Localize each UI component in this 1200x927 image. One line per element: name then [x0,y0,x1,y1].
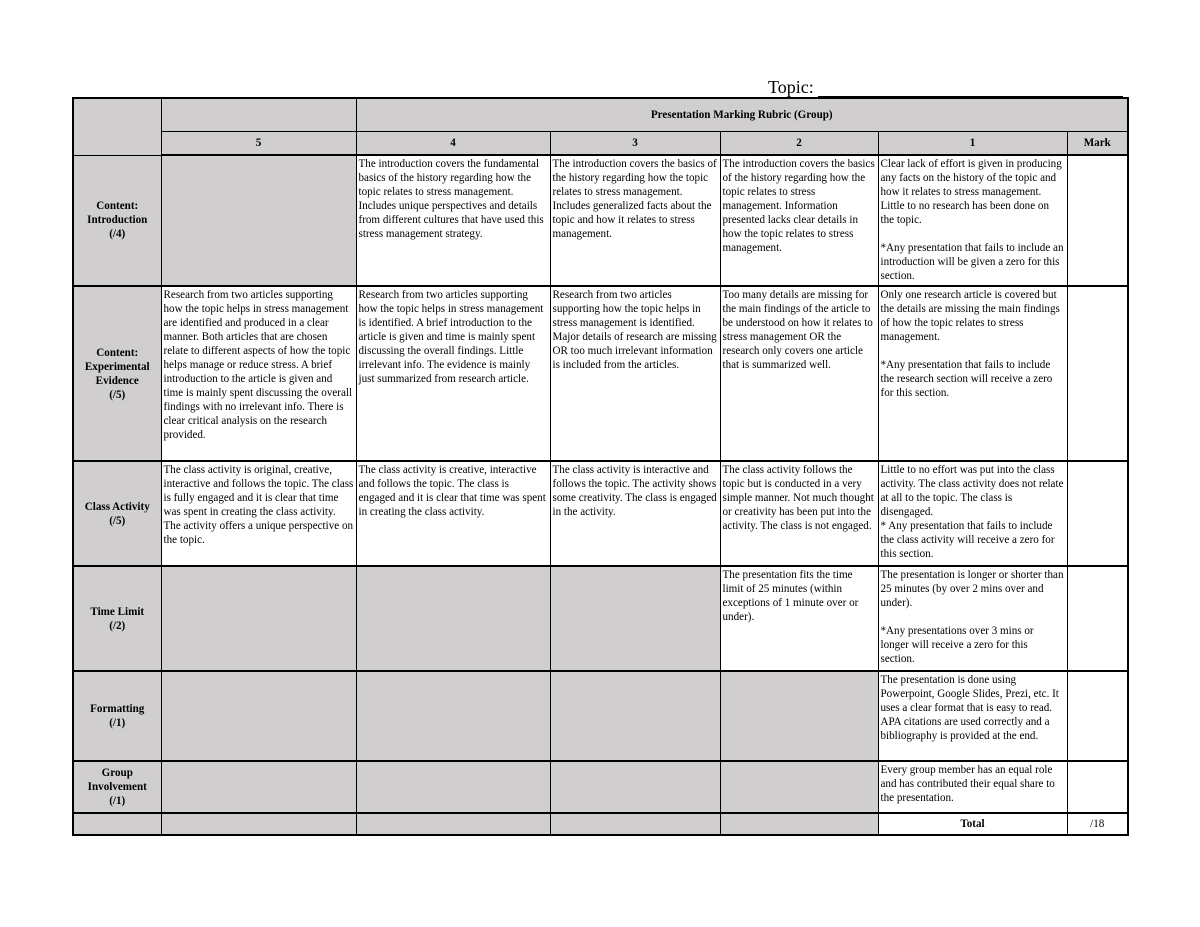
score-header-5: 5 [161,131,356,155]
rubric-cell-score-1 [878,461,1067,566]
rubric-cell-text: The presentation is longer or shorter than 25 minutes (by over 2 mins over and under). [880,569,1064,609]
score-header-4: 4 [356,131,550,155]
criterion-label-line: Formatting [90,703,145,715]
criterion-label [73,286,161,461]
total-row-blank-cell [356,813,550,835]
rubric-cell-score-1 [878,155,1067,286]
rubric-cell-text: The introduction covers the fundamental basics of the history regarding how the topic relates to stress management. Includes unique perspectives and details from different cultures that have used this stress management strategy. [358,158,544,240]
rubric-cell-text: The presentation is done using Powerpoint, Google Slides, Prezi, etc. It uses a clear format that is easy to read. APA citations are used correctly and a bibliography is provided at the end. [880,674,1059,742]
rubric-cell-text: The class activity follows the topic but is conducted in a very simple manner. Not much thought or creativity has been put into the activity. The class is not engaged. [722,464,874,532]
total-row [73,813,1128,835]
rubric-cell-score-4 [356,286,550,461]
rubric-cell-score-5 [161,286,356,461]
criterion-row-experimental-evidence [73,286,1128,461]
rubric-cell-text: *Any presentation that fails to include the research section will receive a zero for this section. [880,359,1053,399]
criterion-label-line: (/5) [109,388,126,401]
rubric-cell-score-4 [356,461,550,566]
criterion-label-line: (/4) [109,228,126,241]
rubric-cell-empty [720,761,878,813]
criterion-label [73,566,161,671]
criterion-label-line: Class Activity [84,500,150,513]
criterion-row-group-involvement [73,761,1128,813]
title-blank-cell [161,98,356,131]
criterion-label-line: Evidence [95,374,139,387]
criterion-label-line: (/1) [109,717,126,729]
rubric-cell-score-2 [720,286,878,461]
rubric-cell-score-1 [878,566,1067,671]
rubric-title: Presentation Marking Rubric (Group) [356,98,1128,131]
criterion-label-line: Content: [96,346,139,359]
mark-cell[interactable] [1067,461,1128,566]
rubric-cell-text: Research from two articles supporting how the topic helps in stress management is identified. A brief introduction to the article is given and time is mainly spent discussing the overall findings. Little irrelevant info. The evidence is mainly just summarized from research article. [358,289,544,385]
total-row-blank-cell [720,813,878,835]
criterion-label-line: Experimental [84,360,150,373]
rubric-cell-score-2 [720,155,878,286]
topic-blank-line [818,79,1123,97]
criterion-label-line: Time Limit [90,605,145,618]
criterion-label [73,155,161,286]
rubric-cell-score-3 [550,286,720,461]
mark-header: Mark [1067,131,1128,155]
criterion-label [73,671,161,761]
total-label: Total [878,813,1067,835]
criterion-row-class-activity [73,461,1128,566]
rubric-cell-score-4 [356,155,550,286]
criterion-label-line: (/2) [109,619,126,632]
rubric-cell-empty [356,671,550,761]
criterion-label-line: Involvement [87,781,147,793]
total-row-blank-cell [550,813,720,835]
mark-cell[interactable] [1067,155,1128,286]
rubric-cell-text: Only one research article is covered but the details are missing the main findings of how the topic relates to stress management. [880,289,1060,343]
mark-cell[interactable] [1067,671,1128,761]
rubric-cell-empty [720,671,878,761]
rubric-cell-score-3 [550,155,720,286]
rubric-cell-text: *Any presentation that fails to include an introduction will be given a zero for this section. [880,242,1064,282]
rubric-cell-text: Little to no effort was put into the class activity. The class activity does not relate at all to the topic. The class is disengaged. * Any presentation that fails to include the class activity will receive a zero for this section. [880,464,1064,560]
rubric-cell-empty [161,671,356,761]
mark-cell[interactable] [1067,566,1128,671]
criterion-label-line: Introduction [87,214,148,227]
criterion-row-introduction [73,155,1128,286]
rubric-cell-text: The class activity is interactive and follows the topic. The activity shows some creativity. The class is engaged in the activity. [552,464,717,518]
total-value: /18 [1067,813,1128,835]
topic-heading [768,77,1123,97]
total-row-blank-cell [161,813,356,835]
rubric-cell-empty [161,566,356,671]
criterion-label-line: Group [101,767,133,779]
rubric-cell-empty [161,761,356,813]
rubric-title-row [73,98,1128,131]
rubric-cell-text: Research from two articles supporting how the topic helps in stress management is identified. Major details of research are missing OR too much irrelevant information is included from the articles. [552,289,717,371]
rubric-cell-score-5 [161,461,356,566]
rubric-cell-text: The introduction covers the basics of the history regarding how the topic relates to stress management. Information presented lacks clear details in how the topic relates to stress management. [722,158,875,254]
total-row-blank-cell [73,813,161,835]
rubric-cell-text: Research from two articles supporting how the topic helps in stress management are identified and produced in a clear manner. Both articles that are chosen relate to different aspects of how the topic helps manage or reduce stress. A brief introduction to the article is given and time is mainly spent discussing the overall findings with no irrelevant info. There is clear critical analysis on the research provided. [163,289,353,441]
rubric-cell-text: The class activity is creative, interactive and follows the topic. The class is engaged and it is clear that time was spent in creating the class activity. [358,464,546,518]
rubric-cell-empty [161,155,356,286]
rubric-cell-empty [550,566,720,671]
rubric-cell-score-1 [878,761,1067,813]
score-header-3: 3 [550,131,720,155]
rubric-cell-score-3 [550,461,720,566]
mark-cell[interactable] [1067,286,1128,461]
rubric-cell-text: *Any presentations over 3 mins or longer will receive a zero for this section. [880,625,1034,665]
rubric-cell-text: The presentation fits the time limit of 25 minutes (within exceptions of 1 minute over or under). [722,569,859,623]
rubric-cell-text: Every group member has an equal role and has contributed their equal share to the presentation. [880,764,1055,804]
criterion-label-line: Content: [96,200,139,213]
rubric-cell-score-2 [720,566,878,671]
criterion-label-line: (/5) [109,514,126,527]
topic-label: Topic: [768,77,814,97]
criterion-row-formatting [73,671,1128,761]
score-header-1: 1 [878,131,1067,155]
score-header-2: 2 [720,131,878,155]
rubric-cell-empty [550,671,720,761]
criterion-label [73,761,161,813]
rubric-cell-text: Too many details are missing for the main findings of the article to be understood on how it relates to stress management OR the research only covers one article that is summarized well. [722,289,873,371]
rubric-table [72,97,1129,836]
rubric-cell-score-2 [720,461,878,566]
criterion-row-time-limit [73,566,1128,671]
rubric-cell-score-1 [878,671,1067,761]
corner-cell [73,98,161,155]
score-header-row [73,131,1128,155]
rubric-cell-text: The introduction covers the basics of the history regarding how the topic relates to stress management. Includes generalized facts about the topic and how it relates to stress management. [552,158,717,240]
rubric-cell-text: The class activity is original, creative, interactive and follows the topic. The class is fully engaged and it is clear that time was spent in creating the class activity. The activity offers a unique perspective on the topic. [163,464,354,546]
rubric-cell-text: Clear lack of effort is given in producing any facts on the history of the topic and how it relates to stress management. Little to no research has been done on the topic. [880,158,1062,226]
rubric-cell-empty [356,566,550,671]
rubric-cell-empty [550,761,720,813]
rubric-cell-score-1 [878,286,1067,461]
rubric-cell-empty [356,761,550,813]
mark-cell[interactable] [1067,761,1128,813]
criterion-label-line: (/1) [109,795,126,807]
criterion-label [73,461,161,566]
